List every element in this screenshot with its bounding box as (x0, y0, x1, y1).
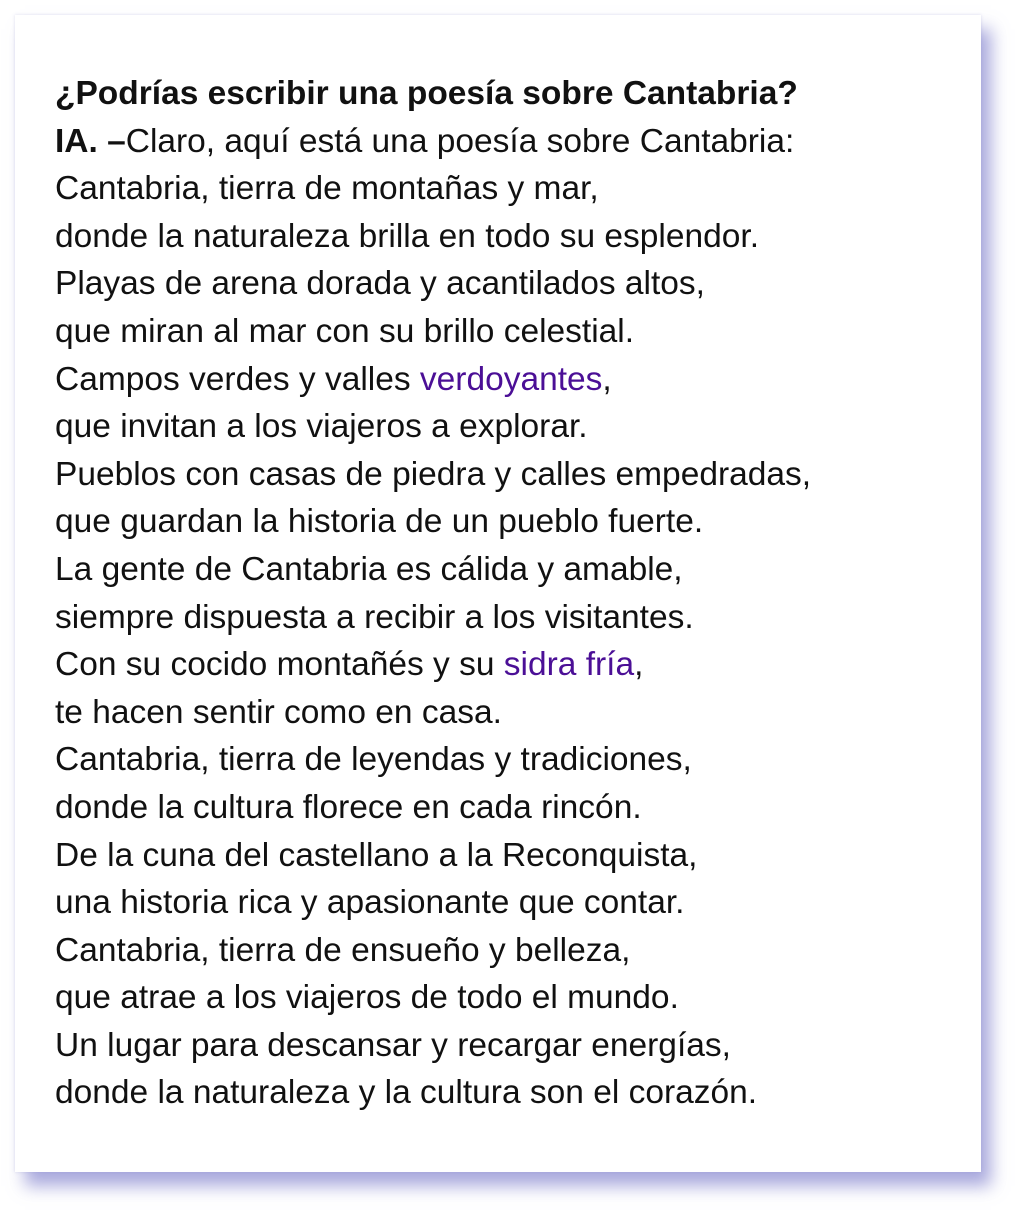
poem-line: que miran al mar con su brillo celestial. (55, 312, 635, 350)
poem-line: Pueblos con casas de piedra y calles empedradas, (55, 455, 812, 493)
poem-line-punct: , (634, 646, 644, 684)
poem-line: una historia rica y apasionante que contar. (55, 884, 685, 922)
poem-line: Playas de arena dorada y acantilados altos, (55, 265, 705, 303)
poem-line-punct: , (602, 360, 612, 398)
poem-line: te hacen sentir como en casa. (55, 693, 502, 731)
question-line: ¿Podrías escribir una poesía sobre Cantabria? (55, 75, 798, 112)
document-content (55, 70, 965, 1117)
poem-line: que atrae a los viajeros de todo el mundo. (55, 979, 679, 1017)
poem-line: De la cuna del castellano a la Reconquista, (55, 836, 698, 874)
poem-line (55, 356, 965, 404)
poem-line-text: Con su cocido montañés y su (55, 646, 504, 684)
poem-line (55, 641, 965, 689)
poem-line: que guardan la historia de un pueblo fuerte. (55, 503, 704, 541)
highlighted-word-link[interactable]: verdoyantes (419, 360, 603, 398)
poem-line: que invitan a los viajeros a explorar. (55, 408, 588, 446)
highlighted-word-link[interactable]: sidra fría (503, 646, 635, 684)
poem-line: Cantabria, tierra de leyendas y tradiciones, (55, 741, 692, 779)
poem-line: La gente de Cantabria es cálida y amable, (55, 550, 683, 588)
answer-intro-text: Claro, aquí está una poesía sobre Cantabria: (125, 122, 795, 160)
answer-intro-line (55, 118, 965, 166)
poem-line: donde la cultura florece en cada rincón. (55, 788, 642, 826)
document-card (15, 15, 981, 1172)
poem-line-text: Campos verdes y valles (55, 360, 420, 398)
speaker-label: IA. – (55, 122, 126, 160)
poem-line: Un lugar para descansar y recargar energías, (55, 1026, 731, 1064)
poem-line: siempre dispuesta a recibir a los visitantes. (55, 598, 694, 636)
poem-line: Cantabria, tierra de ensueño y belleza, (55, 931, 631, 969)
poem-line: donde la naturaleza brilla en todo su esplendor. (55, 217, 760, 255)
poem-line: Cantabria, tierra de montañas y mar, (55, 170, 599, 208)
poem-line: donde la naturaleza y la cultura son el corazón. (55, 1074, 758, 1112)
